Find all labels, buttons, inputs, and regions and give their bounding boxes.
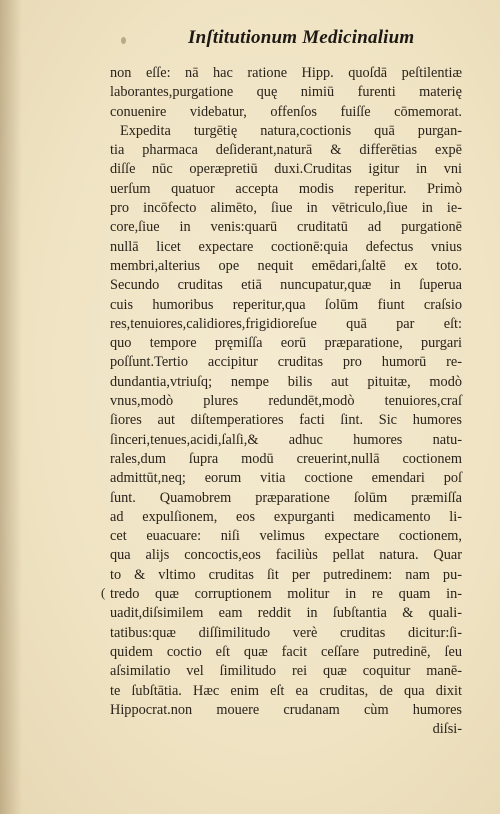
text-line: rales,dum ſupra modū creuerint,nullā coctionem <box>110 450 462 467</box>
text-line: uadit,diſsimilem eam reddit in ſubſtantia & quali- <box>110 605 462 622</box>
text-line: tatibus:quæ diſſimilitudo verè cruditas dicitur:ſi- <box>110 624 462 641</box>
text-line: quo tempore pręmiſſa eorū præparatione, purgari <box>110 335 462 352</box>
gutter-shadow <box>0 0 22 814</box>
text-line: Secundo cruditas etiā nuncupatur,quæ in ſuperua <box>110 277 462 294</box>
text-line: Expedita turgētię natura,coctionis quā purgan- <box>120 122 462 139</box>
text-line: admittūt,neq; eorum vitia coctione emendari poſ <box>110 470 462 487</box>
margin-mark: ( <box>101 585 106 601</box>
text-line: quidem coctio eſt quæ facit ceſſare putredinē, ſeu <box>110 643 462 660</box>
body-text <box>110 64 462 739</box>
text-line: cet euacuare: niſi velimus expectare coctionem, <box>110 528 462 545</box>
text-line: laborantes,purgatione quę nimiū furenti materię <box>110 84 462 101</box>
text-line: cuis humoribus reperitur,qua ſolūm fiunt craſsio <box>110 296 462 313</box>
text-line: uerſum quatuor accepta modis reperitur. Primò <box>110 180 462 197</box>
text-line: non eſſe: nā hac ratione Hipp. quoſdā peſtilentiæ <box>110 65 462 81</box>
catchword: diſsi- <box>432 721 462 738</box>
running-head: Inſtitutionum Medicinalium <box>188 27 415 48</box>
text-line: ſinceri,tenues,acidi,ſalſi,& adhuc humores natu- <box>110 431 462 448</box>
text-line: nullā licet expectare coctionē:quia defectus vnius <box>110 238 462 255</box>
text-line: pro incōfecto alimēto, ſiue in vētriculo,ſiue in ie- <box>110 200 462 217</box>
text-line: qua alijs concoctis,eos faciliùs pellat natura. Quar <box>110 547 462 564</box>
text-line: ſiores aut diſtemperatiores facti ſint. Sic humores <box>110 412 462 429</box>
text-line: to & vltimo cruditas ſit per putredinem: nam pu- <box>110 566 462 583</box>
text-line: vnus,modò plures redundēt,modò tenuiores,craſ <box>110 393 462 410</box>
text-line: tredo quæ corruptionem molitur in re quam in- <box>110 586 462 603</box>
text-line: ad expulſionem, eos expurganti medicamento li- <box>110 508 462 525</box>
ink-spot <box>121 37 126 44</box>
text-line: conuenire videbatur, offenſos fuiſſe cōmemorat. <box>110 103 462 120</box>
text-line: diſſe nūc operæpretiū duxi.Cruditas igitur in vni <box>110 161 462 178</box>
text-line: membri,alterius ope nequit emēdari,ſaltē ex toto. <box>110 257 462 274</box>
text-line: te ſubſtātia. Hæc enim eſt ea cruditas, de qua dixit <box>110 682 462 699</box>
text-line: aſsimilatio vel ſimilitudo rei quæ coquitur manē- <box>110 663 462 680</box>
text-line: ſunt. Quamobrem præparatione ſolūm præmiſſa <box>110 489 462 506</box>
text-line: dundantia,vtriuſq; nempe bilis aut pituitæ, modò <box>110 373 462 390</box>
text-line: tia pharmaca deſiderant,naturā & differētias expē <box>110 142 462 159</box>
text-line: Hippocrat.non mouere crudanam cùm humores <box>110 701 462 718</box>
text-line: core,ſiue in venis:quarū cruditatū ad purgationē <box>110 219 462 236</box>
text-line: res,tenuiores,calidiores,frigidioreſue quā par eſt: <box>110 315 462 332</box>
text-line: poſſunt.Tertio accipitur cruditas pro humorū re- <box>110 354 462 371</box>
